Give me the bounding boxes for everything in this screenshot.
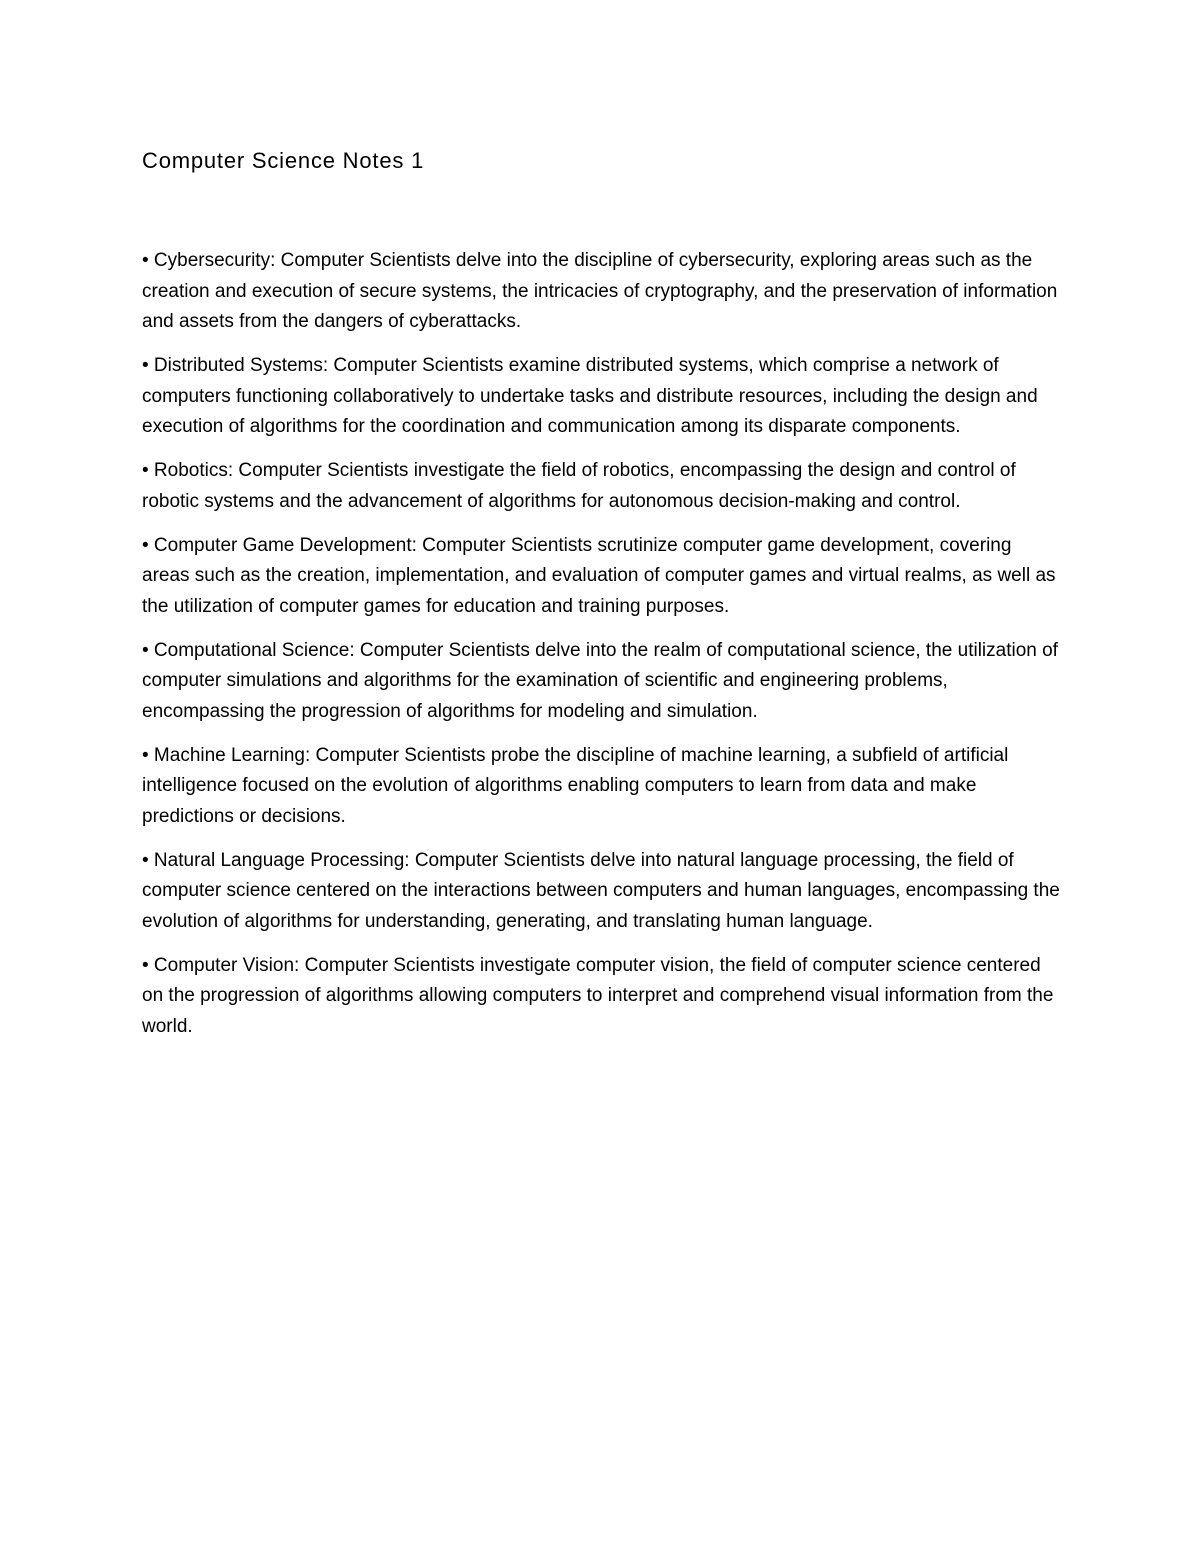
notes-list (142, 246, 1060, 1056)
document-title: Computer Science Notes 1 (142, 148, 425, 173)
note-robotics: • Robotics: Computer Scientists investigate the field of robotics, encompassing the design and control of robotic systems and the advancement of algorithms for autonomous decision-making and control. (142, 460, 1016, 512)
note-machine-learning: • Machine Learning: Computer Scientists probe the discipline of machine learning, a subfield of artificial intelligence focused on the evolution of algorithms enabling computers to learn from data and make predictions or decisions. (142, 744, 1009, 827)
note-distributed-systems: • Distributed Systems: Computer Scientists examine distributed systems, which comprise a network of computers functioning collaboratively to undertake tasks and distribute resources, including the design and execution of algorithms for the coordination and communication among its disparate components. (142, 355, 1038, 437)
note-cybersecurity: • Cybersecurity: Computer Scientists delve into the discipline of cybersecurity, exploring areas such as the creation and execution of secure systems, the intricacies of cryptography, and the preservation of information and assets from the dangers of cyberattacks. (142, 250, 1058, 332)
note-computer-vision: • Computer Vision: Computer Scientists investigate computer vision, the field of computer science centered on the progression of algorithms allowing computers to interpret and comprehend visual information from the world. (142, 954, 1054, 1037)
note-computer-game-development: • Computer Game Development: Computer Scientists scrutinize computer game development, covering areas such as the creation, implementation, and evaluation of computer games and virtual realms, as well as the utilization of computer games for education and training purposes. (142, 534, 1056, 617)
note-computational-science: • Computational Science: Computer Scientists delve into the realm of computational science, the utilization of computer simulations and algorithms for the examination of scientific and engineering problems, encompassing the progression of algorithms for modeling and simulation. (142, 639, 1058, 722)
note-natural-language-processing: • Natural Language Processing: Computer Scientists delve into natural language processing, the field of computer science centered on the interactions between computers and human languages, encompassing the evolution of algorithms for understanding, generating, and translating human language. (142, 849, 1060, 932)
